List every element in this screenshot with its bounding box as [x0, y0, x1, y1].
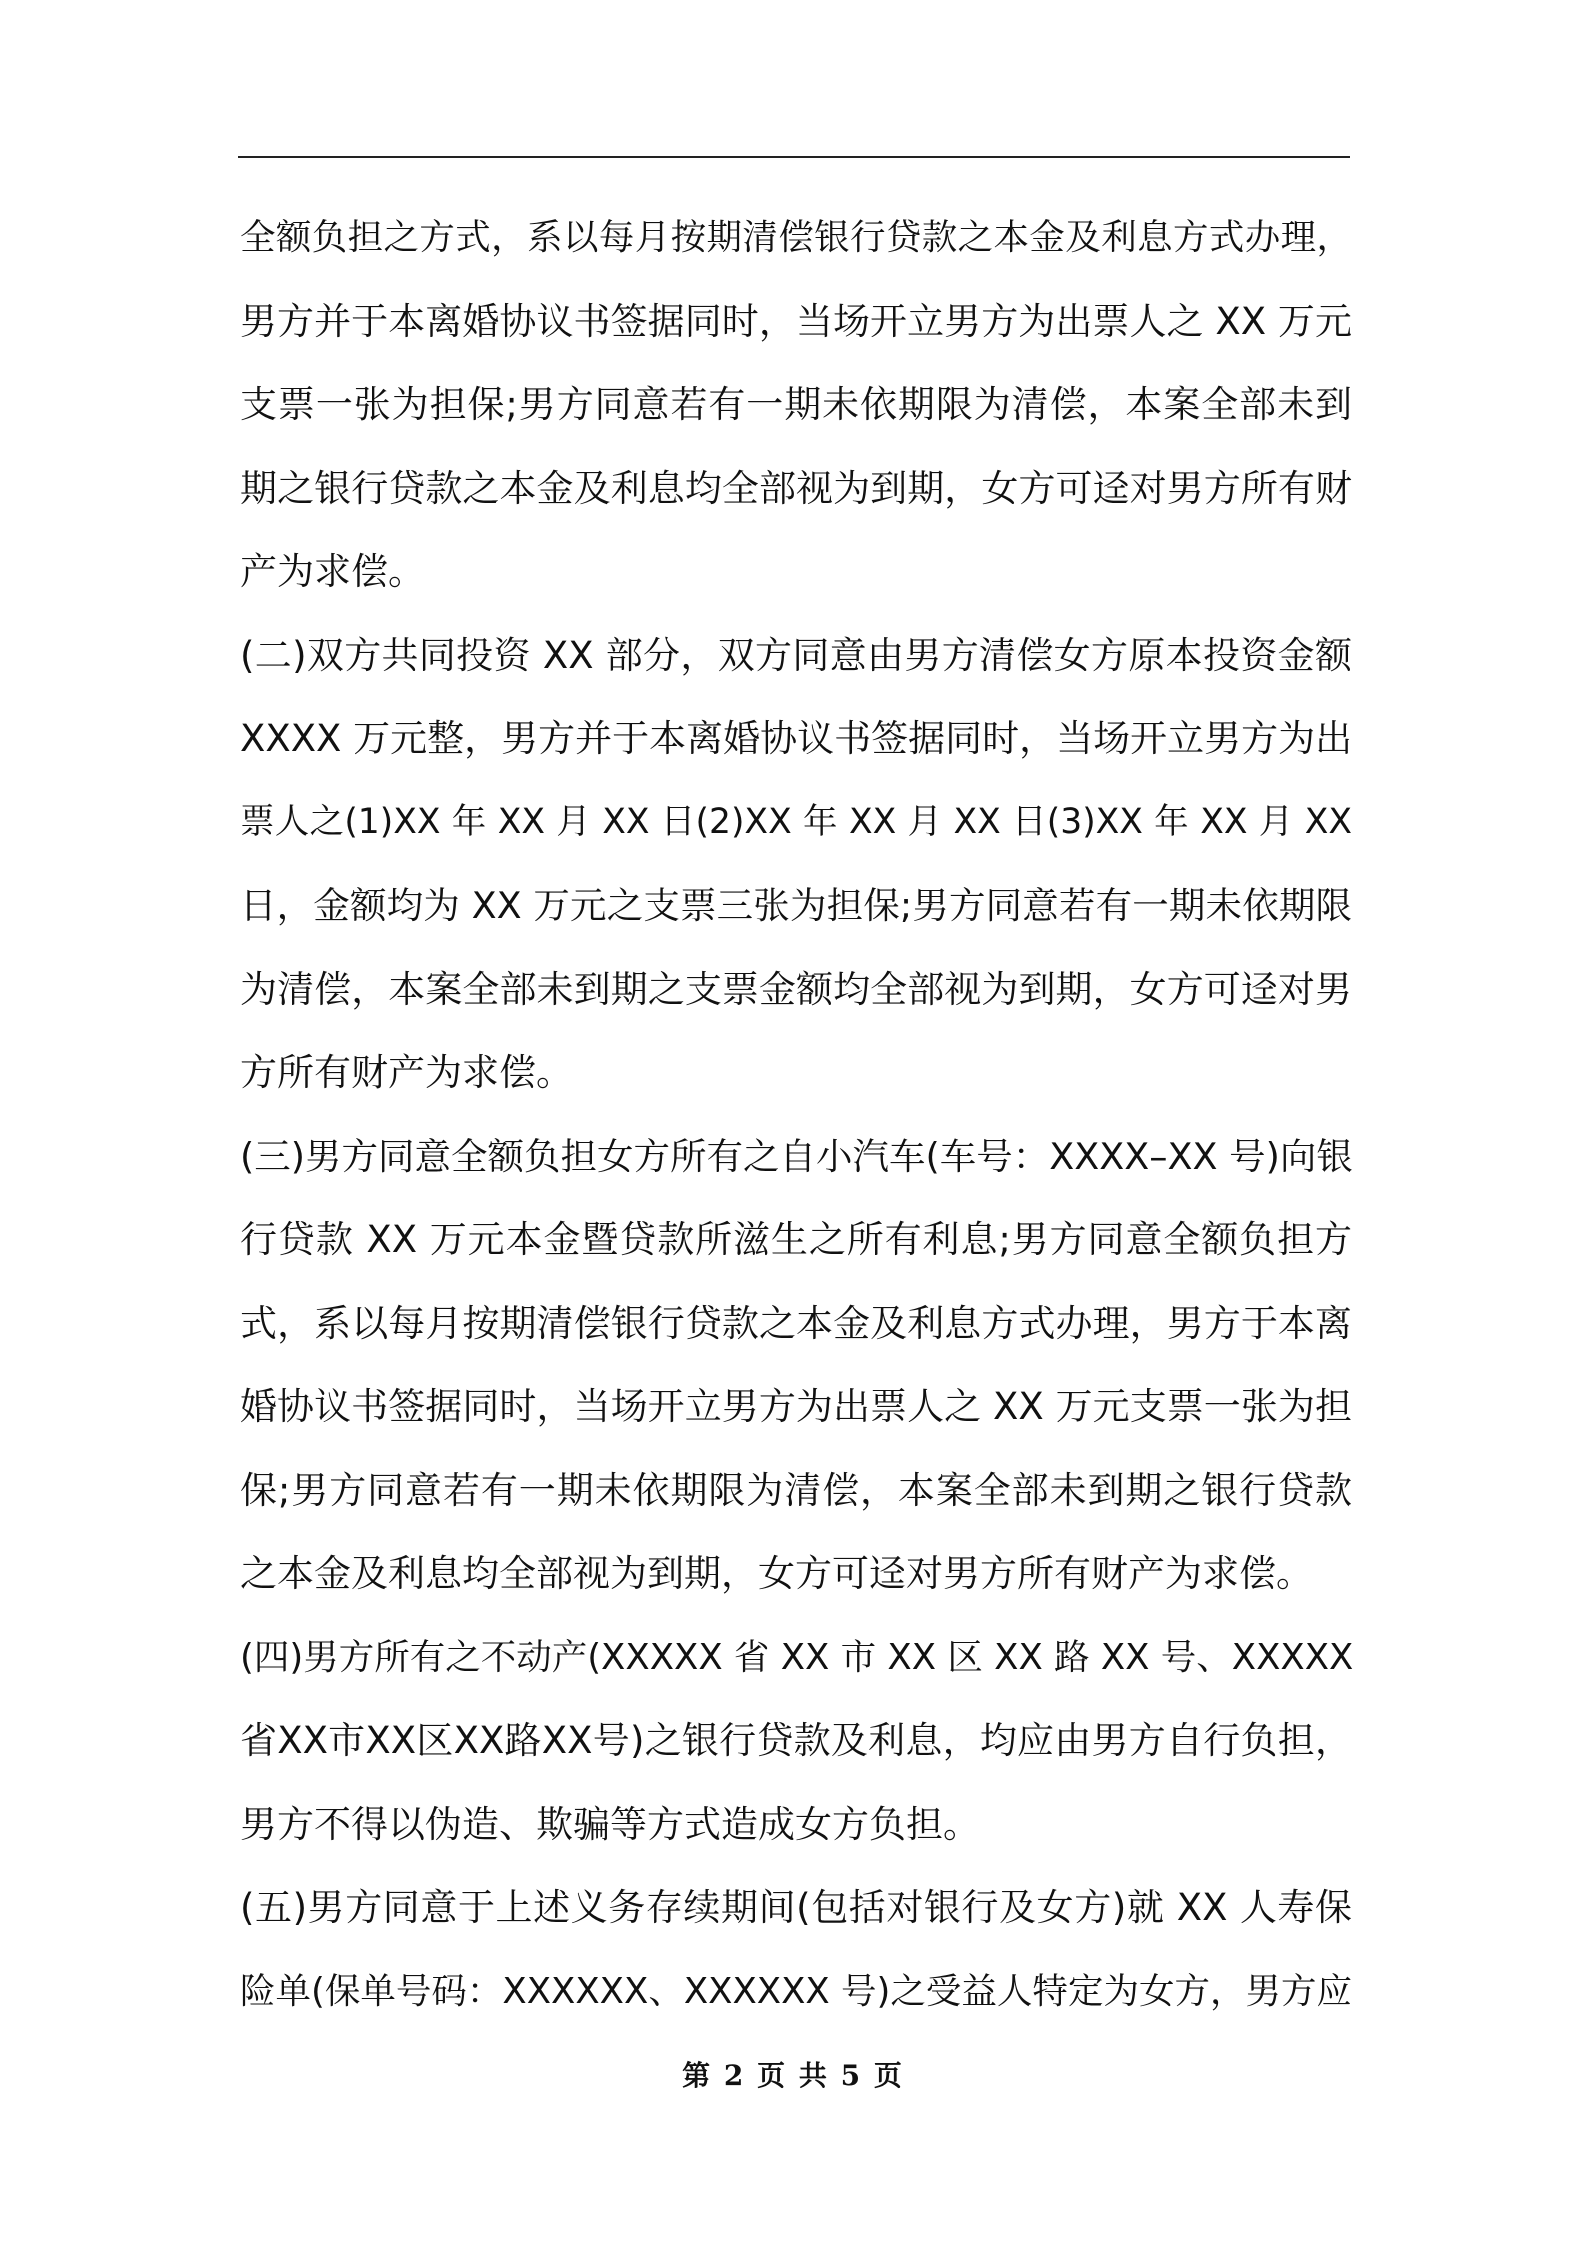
- text-line: 方所有财产为求偿。: [240, 1051, 573, 1094]
- text-line: (五)男方同意于上述义务存续期间(包括对银行及女方)就 XX 人寿保: [240, 1886, 1352, 1929]
- text-line: 式，系以每月按期清偿银行贷款之本金及利息方式办理，男方于本离: [240, 1301, 1352, 1345]
- text-line: XXXX 万元整，男方并于本离婚协议书签据同时，当场开立男方为出: [240, 717, 1353, 760]
- text-line: 日，金额均为 XX 万元之支票三张为担保;男方同意若有一期未依期限: [240, 884, 1352, 927]
- text-line: 行贷款 XX 万元本金暨贷款所滋生之所有利息;男方同意全额负担方: [240, 1218, 1352, 1261]
- text-line: 支票一张为担保;男方同意若有一期未依期限为清偿，本案全部未到: [240, 383, 1352, 426]
- text-line: 男方并于本离婚协议书签据同时，当场开立男方为出票人之 XX 万元: [240, 299, 1352, 343]
- text-line: (四)男方所有之不动产(XXXXX 省 XX 市 XX 区 XX 路 XX 号、XXXXX: [240, 1636, 1354, 1678]
- text-line: 男方不得以伪造、欺骗等方式造成女方负担。: [240, 1802, 980, 1846]
- header-rule: [238, 156, 1350, 158]
- text-line: 为清偿，本案全部未到期之支票金额均全部视为到期，女方可迳对男: [240, 967, 1352, 1011]
- text-line: 票人之(1)XX 年 XX 月 XX 日(2)XX 年 XX 月 XX 日(3)XX 年 XX 月 XX: [240, 801, 1352, 842]
- text-line: (三)男方同意全额负担女方所有之自小汽车(车号：XXXX–XX 号)向银: [240, 1134, 1353, 1178]
- page-number-footer: 第 2 页 共 5 页: [682, 2059, 904, 2092]
- text-line: 期之银行贷款之本金及利息均全部视为到期，女方可迳对男方所有财: [240, 466, 1352, 510]
- text-line: 婚协议书签据同时，当场开立男方为出票人之 XX 万元支票一张为担: [240, 1385, 1352, 1428]
- text-line: 保;男方同意若有一期未依期限为清偿，本案全部未到期之银行贷款: [240, 1468, 1352, 1512]
- text-line: 之本金及利息均全部视为到期，女方可迳对男方所有财产为求偿。: [240, 1552, 1313, 1595]
- text-line: 险单(保单号码：XXXXXX、XXXXXX 号)之受益人特定为女方，男方应: [240, 1970, 1352, 2012]
- text-line: 省XX市XX区XX路XX号)之银行贷款及利息，均应由男方自行负担，: [240, 1719, 1352, 1762]
- body-text: [240, 196, 1352, 2033]
- text-line: (二)双方共同投资 XX 部分，双方同意由男方清偿女方原本投资金额: [240, 633, 1352, 677]
- text-line: 全额负担之方式，系以每月按期清偿银行贷款之本金及利息方式办理，: [240, 217, 1352, 258]
- text-line: 产为求偿。: [240, 550, 425, 593]
